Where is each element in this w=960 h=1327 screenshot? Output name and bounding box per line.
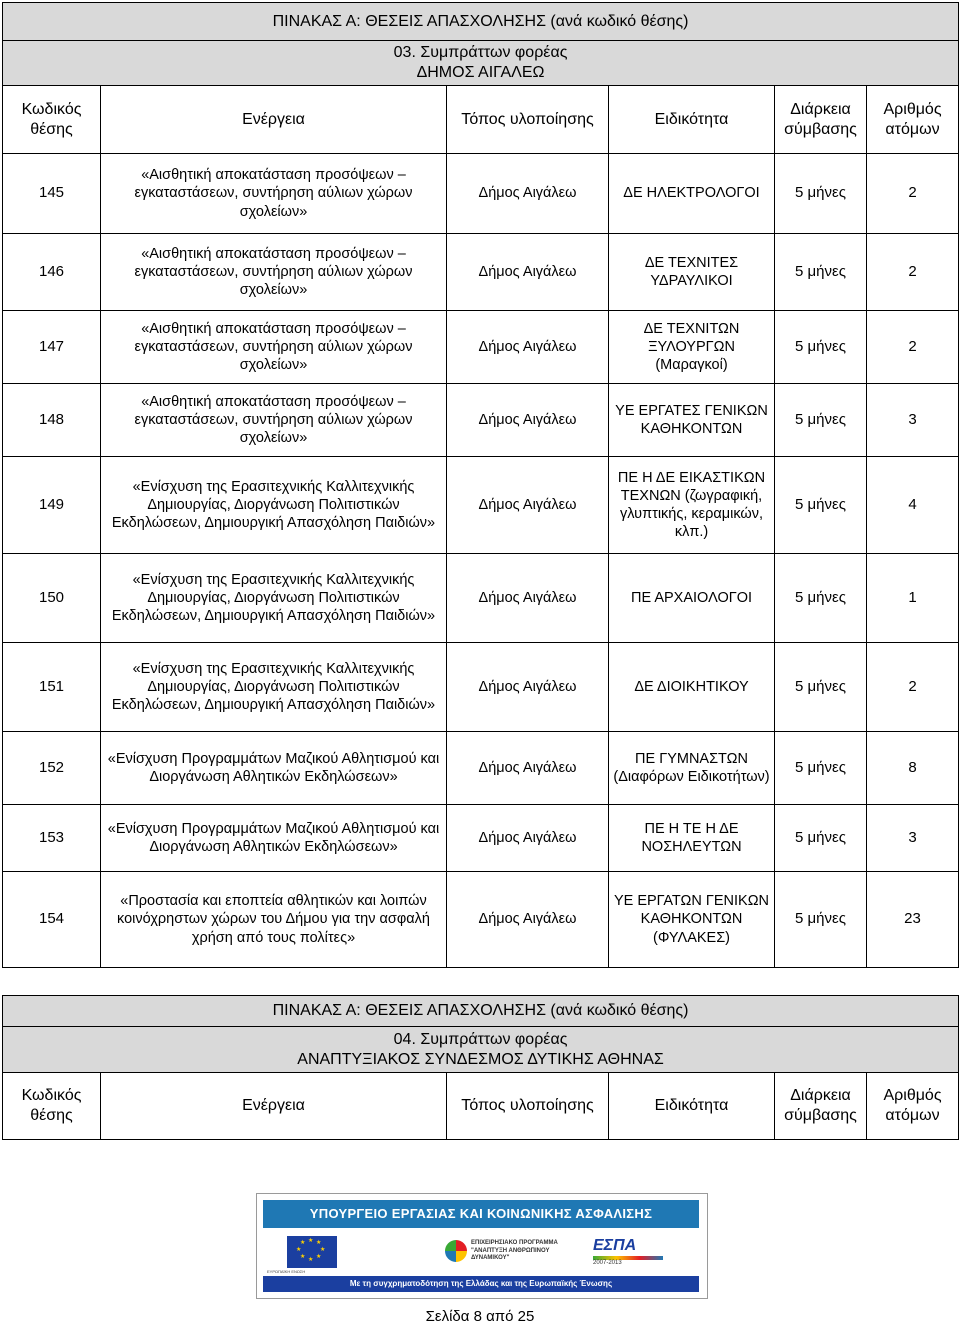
position-place: Δήμος Αιγάλεω [447, 457, 609, 554]
position-duration: 5 μήνες [775, 805, 867, 872]
position-place: Δήμος Αιγάλεω [447, 805, 609, 872]
table-row [3, 457, 959, 554]
position-duration: 5 μήνες [775, 234, 867, 311]
logos-strip [263, 1232, 699, 1274]
table-row [3, 384, 959, 457]
position-specialty: ΥΕ ΕΡΓΑΤΕΣ ΓΕΝΙΚΩΝ ΚΑΘΗΚΟΝΤΩΝ [609, 384, 775, 457]
header-code: Κωδικός θέσης [3, 86, 101, 154]
position-place: Δήμος Αιγάλεω [447, 311, 609, 384]
funding-logo-banner [256, 1193, 708, 1299]
program-text [471, 1240, 565, 1263]
table-row [3, 805, 959, 872]
position-action: «Αισθητική αποκατάσταση προσόψεων – εγκαταστάσεων, συντήρηση αύλιων χώρων σχολείων» [101, 234, 447, 311]
position-specialty: ΠΕ Η ΤΕ Η ΔΕ ΝΟΣΗΛΕΥΤΩΝ [609, 805, 775, 872]
position-count: 1 [867, 554, 959, 643]
partner-number: 03. Συμπράττων φορέας [393, 44, 568, 62]
position-count: 3 [867, 384, 959, 457]
header-specialty: Ειδικότητα [609, 86, 775, 154]
table-row [3, 154, 959, 234]
header-row [3, 1073, 959, 1140]
program-line1: ΕΠΙΧΕΙΡΗΣΙΑΚΟ ΠΡΟΓΡΑΜΜΑ [471, 1240, 558, 1246]
position-place: Δήμος Αιγάλεω [447, 732, 609, 805]
position-duration: 5 μήνες [775, 311, 867, 384]
position-specialty: ΠΕ ΓΥΜΝΑΣΤΩΝ (Διαφόρων Ειδικοτήτων) [609, 732, 775, 805]
header-action: Ενέργεια [101, 1073, 447, 1140]
position-code: 148 [3, 384, 101, 457]
position-code: 149 [3, 457, 101, 554]
position-place: Δήμος Αιγάλεω [447, 554, 609, 643]
position-action: «Προστασία και εποπτεία αθλητικών και λοιπών κοινόχρηστων χώρων του Δήμου για την ασφαλή χρήση από τους πολίτες» [101, 872, 447, 968]
header-code: Κωδικός θέσης [3, 1073, 101, 1140]
partner-heading [3, 41, 959, 86]
header-place: Τόπος υλοποίησης [447, 86, 609, 154]
position-duration: 5 μήνες [775, 154, 867, 234]
position-code: 145 [3, 154, 101, 234]
header-count: Αριθμός ατόμων [867, 86, 959, 154]
header-duration: Διάρκεια σύμβασης [775, 1073, 867, 1140]
partner-number: 04. Συμπράττων φορέας [393, 1030, 568, 1048]
position-code: 153 [3, 805, 101, 872]
position-code: 147 [3, 311, 101, 384]
program-line2: "ΑΝΑΠΤΥΞΗ ΑΝΘΡΩΠΙΝΟΥ ΔΥΝΑΜΙΚΟΥ" [471, 1247, 550, 1261]
position-duration: 5 μήνες [775, 643, 867, 732]
position-action: «Ενίσχυση της Ερασιτεχνικής Καλλιτεχνικής Δημιουργίας, Διοργάνωση Πολιτιστικών Εκδηλώσεων, Δημιουργική Απασχόληση Παιδιών» [101, 457, 447, 554]
position-count: 2 [867, 154, 959, 234]
position-code: 146 [3, 234, 101, 311]
espa-logo [593, 1236, 673, 1268]
table-row [3, 554, 959, 643]
table-title: ΠΙΝΑΚΑΣ Α: ΘΕΣΕΙΣ ΑΠΑΣΧΟΛΗΣΗΣ (ανά κωδικό θέσης) [3, 996, 959, 1027]
position-action: «Ενίσχυση Προγραμμάτων Μαζικού Αθλητισμού και Διοργάνωση Αθλητικών Εκδηλώσεων» [101, 732, 447, 805]
position-specialty: ΠΕ Η ΔΕ ΕΙΚΑΣΤΙΚΩΝ ΤΕΧΝΩΝ (ζωγραφική, γλυπτικής, κεραμικών, κλπ.) [609, 457, 775, 554]
table-row [3, 732, 959, 805]
position-count: 23 [867, 872, 959, 968]
position-count: 2 [867, 643, 959, 732]
position-count: 3 [867, 805, 959, 872]
position-count: 8 [867, 732, 959, 805]
partner-name: ΔΗΜΟΣ ΑΙΓΑΛΕΩ [416, 64, 545, 81]
position-code: 154 [3, 872, 101, 968]
position-action: «Αισθητική αποκατάσταση προσόψεων – εγκαταστάσεων, συντήρηση αύλιων χώρων σχολείων» [101, 154, 447, 234]
position-count: 2 [867, 234, 959, 311]
table-title: ΠΙΝΑΚΑΣ Α: ΘΕΣΕΙΣ ΑΠΑΣΧΟΛΗΣΗΣ (ανά κωδικό θέσης) [3, 3, 959, 41]
program-swirl-icon [445, 1240, 467, 1262]
positions-table-04 [2, 995, 959, 1140]
position-action: «Ενίσχυση Προγραμμάτων Μαζικού Αθλητισμού και Διοργάνωση Αθλητικών Εκδηλώσεων» [101, 805, 447, 872]
position-specialty: ΔΕ ΤΕΧΝΙΤΩΝ ΞΥΛΟΥΡΓΩΝ (Μαραγκοί) [609, 311, 775, 384]
partner-name: ΑΝΑΠΤΥΞΙΑΚΟΣ ΣΥΝΔΕΣΜΟΣ ΔΥΤΙΚΗΣ ΑΘΗΝΑΣ [297, 1050, 664, 1068]
position-place: Δήμος Αιγάλεω [447, 643, 609, 732]
position-duration: 5 μήνες [775, 384, 867, 457]
position-duration: 5 μήνες [775, 732, 867, 805]
header-specialty: Ειδικότητα [609, 1073, 775, 1140]
partner-heading [3, 1027, 959, 1073]
table-row [3, 872, 959, 968]
header-duration: Διάρκεια σύμβασης [775, 86, 867, 154]
position-count: 4 [867, 457, 959, 554]
position-specialty: ΔΕ ΤΕΧΝΙΤΕΣ ΥΔΡΑΥΛΙΚΟΙ [609, 234, 775, 311]
position-action: «Ενίσχυση της Ερασιτεχνικής Καλλιτεχνικής Δημιουργίας, Διοργάνωση Πολιτιστικών Εκδηλώσεων, Δημιουργική Απασχόληση Παιδιών» [101, 643, 447, 732]
positions-table-03 [2, 2, 959, 968]
position-specialty: ΥΕ ΕΡΓΑΤΩΝ ΓΕΝΙΚΩΝ ΚΑΘΗΚΟΝΤΩΝ (ΦΥΛΑΚΕΣ) [609, 872, 775, 968]
table-row [3, 311, 959, 384]
header-row [3, 86, 959, 154]
ministry-title: ΥΠΟΥΡΓΕΙΟ ΕΡΓΑΣΙΑΣ ΚΑΙ ΚΟΙΝΩΝΙΚΗΣ ΑΣΦΑΛΙΣΗΣ [263, 1200, 699, 1228]
position-code: 151 [3, 643, 101, 732]
espa-years: 2007-2013 [593, 1260, 622, 1266]
position-duration: 5 μήνες [775, 554, 867, 643]
position-code: 150 [3, 554, 101, 643]
funding-slogan: Με τη συγχρηματοδότηση της Ελλάδας και της Ευρωπαϊκής Ένωσης [263, 1276, 699, 1292]
table-row [3, 643, 959, 732]
position-specialty: ΔΕ ΗΛΕΚΤΡΟΛΟΓΟΙ [609, 154, 775, 234]
position-code: 152 [3, 732, 101, 805]
position-action: «Αισθητική αποκατάσταση προσόψεων – εγκαταστάσεων, συντήρηση αύλιων χώρων σχολείων» [101, 384, 447, 457]
eu-caption: ΕΥΡΩΠΑΪΚΗ ΕΝΩΣΗ [267, 1269, 306, 1274]
header-place: Τόπος υλοποίησης [447, 1073, 609, 1140]
table-row [3, 234, 959, 311]
position-action: «Ενίσχυση της Ερασιτεχνικής Καλλιτεχνικής Δημιουργίας, Διοργάνωση Πολιτιστικών Εκδηλώσεων, Δημιουργική Απασχόληση Παιδιών» [101, 554, 447, 643]
header-count: Αριθμός ατόμων [867, 1073, 959, 1140]
position-duration: 5 μήνες [775, 872, 867, 968]
position-count: 2 [867, 311, 959, 384]
position-specialty: ΔΕ ΔΙΟΙΚΗΤΙΚΟΥ [609, 643, 775, 732]
position-place: Δήμος Αιγάλεω [447, 872, 609, 968]
position-place: Δήμος Αιγάλεω [447, 384, 609, 457]
position-action: «Αισθητική αποκατάσταση προσόψεων – εγκαταστάσεων, συντήρηση αύλιων χώρων σχολείων» [101, 311, 447, 384]
position-place: Δήμος Αιγάλεω [447, 154, 609, 234]
program-logo [445, 1238, 565, 1266]
position-duration: 5 μήνες [775, 457, 867, 554]
position-specialty: ΠΕ ΑΡΧΑΙΟΛΟΓΟΙ [609, 554, 775, 643]
page-number: Σελίδα 8 από 25 [425, 1308, 535, 1325]
position-place: Δήμος Αιγάλεω [447, 234, 609, 311]
eu-flag-icon: ★ ★ ★ ★ ★ ★ ★ ★ [287, 1236, 337, 1268]
espa-label: ΕΣΠΑ [593, 1237, 637, 1254]
header-action: Ενέργεια [101, 86, 447, 154]
